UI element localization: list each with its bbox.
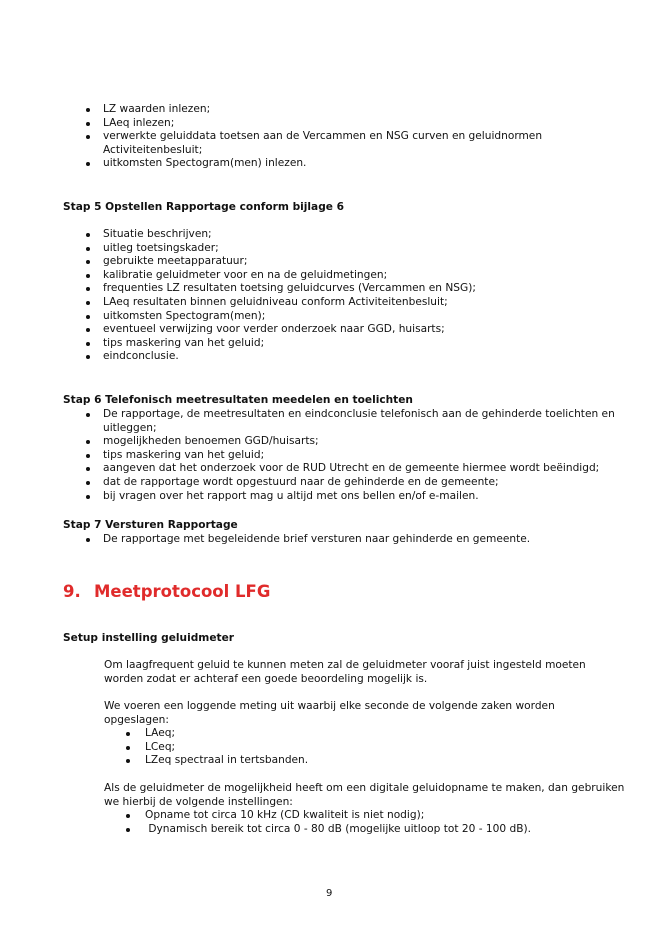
list-item: uitleg toetsingskader; xyxy=(86,242,476,256)
bullet-icon xyxy=(86,413,90,417)
list-item: kalibratie geluidmeter voor en na de geluidmetingen; xyxy=(86,269,476,283)
bullet-icon xyxy=(86,301,90,305)
bullet-icon xyxy=(126,732,130,736)
bullet-icon xyxy=(86,355,90,359)
list-item: dat de rapportage wordt opgestuurd naar de gehinderde en de gemeente; xyxy=(86,476,615,490)
bullet-icon xyxy=(126,746,130,750)
stap6-heading: Stap 6 Telefonisch meetresultaten meedelen en toelichten xyxy=(63,394,413,406)
list-item: LAeq; xyxy=(126,727,308,741)
bullet-icon xyxy=(86,162,90,166)
bullet-icon xyxy=(86,287,90,291)
stap5-list xyxy=(86,228,476,364)
list-item: uitkomsten Spectogram(men); xyxy=(86,310,476,324)
paragraph-1: Om laagfrequent geluid te kunnen meten zal de geluidmeter vooraf juist ingesteld moeten worden zodat er achteraf een goede beoordeling mogelijk is. xyxy=(104,659,586,685)
logging-list xyxy=(126,727,308,768)
list-item: LAeq resultaten binnen geluidniveau conform Activiteitenbesluit; xyxy=(86,296,476,310)
section-heading xyxy=(63,582,270,601)
bullet-icon xyxy=(86,135,90,139)
list-item: frequenties LZ resultaten toetsing geluidcurves (Vercammen en NSG); xyxy=(86,282,476,296)
paragraph-3: Als de geluidmeter de mogelijkheid heeft om een digitale geluidopname te maken, dan gebruiken we hierbij de volgende instellingen: xyxy=(104,782,625,808)
list-item: Dynamisch bereik tot circa 0 - 80 dB (mogelijke uitloop tot 20 - 100 dB). xyxy=(126,823,531,837)
list-item: eventueel verwijzing voor verder onderzoek naar GGD, huisarts; xyxy=(86,323,476,337)
list-item: eindconclusie. xyxy=(86,350,476,364)
section-title: Meetprotocool LFG xyxy=(94,582,271,601)
paragraph-2: We voeren een loggende meting uit waarbij elke seconde de volgende zaken worden opgeslagen: xyxy=(104,700,555,726)
bullet-icon xyxy=(86,342,90,346)
list-item: gebruikte meetapparatuur; xyxy=(86,255,476,269)
bullet-icon xyxy=(86,122,90,126)
list-item: Opname tot circa 10 kHz (CD kwaliteit is niet nodig); xyxy=(126,809,531,823)
stap7-heading: Stap 7 Versturen Rapportage xyxy=(63,519,238,531)
list-item: LZeq spectraal in tertsbanden. xyxy=(126,754,308,768)
list-item: verwerkte geluiddata toetsen aan de Vercammen en NSG curven en geluidnormen Activiteitenbesluit; xyxy=(86,130,542,157)
bullet-icon xyxy=(126,814,130,818)
recording-settings-list xyxy=(126,809,531,836)
bullet-icon xyxy=(86,233,90,237)
list-item: tips maskering van het geluid; xyxy=(86,449,615,463)
page-number: 9 xyxy=(326,888,333,899)
bullet-icon xyxy=(126,759,130,763)
intro-list xyxy=(86,103,542,171)
bullet-icon xyxy=(86,260,90,264)
list-item: tips maskering van het geluid; xyxy=(86,337,476,351)
bullet-icon xyxy=(86,538,90,542)
bullet-icon xyxy=(86,274,90,278)
list-item: De rapportage, de meetresultaten en eindconclusie telefonisch aan de gehinderde toelichten en uitleggen; xyxy=(86,408,615,435)
bullet-icon xyxy=(86,247,90,251)
bullet-icon xyxy=(86,495,90,499)
bullet-icon xyxy=(86,454,90,458)
list-item: mogelijkheden benoemen GGD/huisarts; xyxy=(86,435,615,449)
stap5-heading: Stap 5 Opstellen Rapportage conform bijlage 6 xyxy=(63,201,345,213)
bullet-icon xyxy=(126,828,130,832)
bullet-icon xyxy=(86,315,90,319)
stap7-list xyxy=(86,533,530,547)
list-item: aangeven dat het onderzoek voor de RUD Utrecht en de gemeente hiermee wordt beëindigd; xyxy=(86,462,615,476)
list-item: Situatie beschrijven; xyxy=(86,228,476,242)
stap6-list xyxy=(86,408,615,503)
list-item: De rapportage met begeleidende brief versturen naar gehinderde en gemeente. xyxy=(86,533,530,547)
bullet-icon xyxy=(86,440,90,444)
bullet-icon xyxy=(86,481,90,485)
bullet-icon xyxy=(86,328,90,332)
list-item: LAeq inlezen; xyxy=(86,117,542,131)
list-item: bij vragen over het rapport mag u altijd met ons bellen en/of e-mailen. xyxy=(86,490,615,504)
bullet-icon xyxy=(86,467,90,471)
list-item: LZ waarden inlezen; xyxy=(86,103,542,117)
setup-subheading: Setup instelling geluidmeter xyxy=(63,632,234,644)
bullet-icon xyxy=(86,108,90,112)
list-item: uitkomsten Spectogram(men) inlezen. xyxy=(86,157,542,171)
list-item: LCeq; xyxy=(126,741,308,755)
section-number: 9. xyxy=(63,582,81,601)
